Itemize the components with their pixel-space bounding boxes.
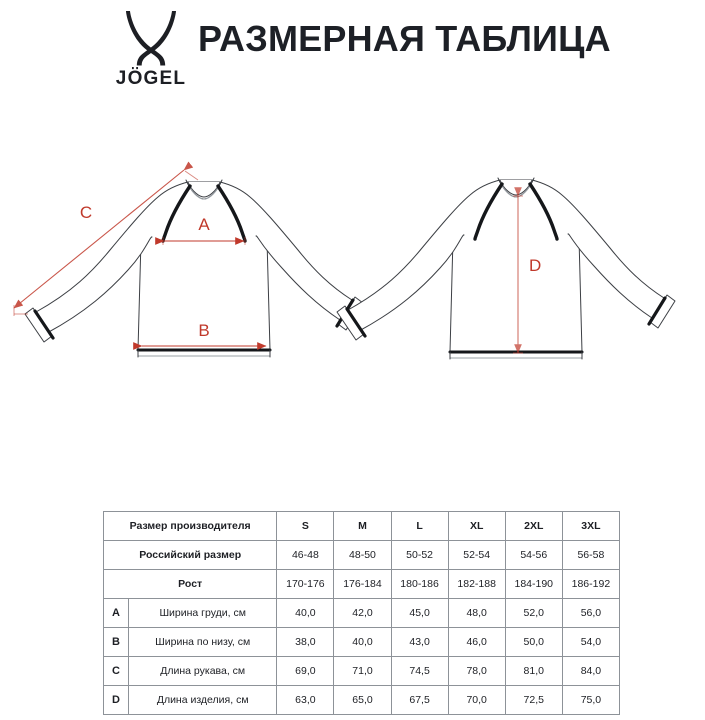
table-row-chest-width [104, 599, 620, 628]
size-table [103, 511, 620, 715]
bottom-width-2xl: 50,0 [505, 628, 562, 657]
row-label-sleeve-length: Длина рукава, см [129, 657, 277, 686]
row-label-garment-length: Длина изделия, см [129, 686, 277, 715]
height-s: 170-176 [277, 570, 334, 599]
chest-width-xl: 48,0 [448, 599, 505, 628]
row-letter-c: C [104, 657, 129, 686]
chest-width-s: 40,0 [277, 599, 334, 628]
row-letter-a: A [104, 599, 129, 628]
jogel-v-logo-icon [123, 9, 179, 69]
size-header-2xl: 2XL [505, 512, 562, 541]
measure-label-C: C [79, 203, 93, 222]
row-label-bottom-width: Ширина по низу, см [129, 628, 277, 657]
height-m: 176-184 [334, 570, 391, 599]
russian-size-m: 48-50 [334, 541, 391, 570]
row-label-chest-width: Ширина груди, см [129, 599, 277, 628]
brand-logo [113, 9, 189, 95]
chest-width-2xl: 52,0 [505, 599, 562, 628]
illustration-canvas [0, 140, 705, 405]
bottom-width-m: 40,0 [334, 628, 391, 657]
page-header [0, 0, 705, 110]
table-row-garment-length [104, 686, 620, 715]
size-header-l: L [391, 512, 448, 541]
height-2xl: 184-190 [505, 570, 562, 599]
garment-length-3xl: 75,0 [562, 686, 619, 715]
table-row-sleeve-length [104, 657, 620, 686]
sleeve-length-xl: 78,0 [448, 657, 505, 686]
bottom-width-l: 43,0 [391, 628, 448, 657]
bottom-width-3xl: 54,0 [562, 628, 619, 657]
size-table-container [103, 511, 620, 715]
header-height: Рост [104, 570, 277, 599]
garment-length-xl: 70,0 [448, 686, 505, 715]
measure-label-B: B [198, 321, 210, 340]
measure-label-D: D [529, 256, 542, 275]
size-header-3xl: 3XL [562, 512, 619, 541]
brand-wordmark: JÖGEL [115, 68, 187, 89]
garment-length-2xl: 72,5 [505, 686, 562, 715]
russian-size-l: 50-52 [391, 541, 448, 570]
table-row-bottom-width [104, 628, 620, 657]
chest-width-m: 42,0 [334, 599, 391, 628]
chest-width-3xl: 56,0 [562, 599, 619, 628]
garment-length-m: 65,0 [334, 686, 391, 715]
sleeve-length-s: 69,0 [277, 657, 334, 686]
table-row-manufacturer-size [104, 512, 620, 541]
russian-size-3xl: 56-58 [562, 541, 619, 570]
russian-size-xl: 52-54 [448, 541, 505, 570]
russian-size-2xl: 54-56 [505, 541, 562, 570]
height-3xl: 186-192 [562, 570, 619, 599]
russian-size-s: 46-48 [277, 541, 334, 570]
size-header-m: M [334, 512, 391, 541]
header-russian-size: Российский размер [104, 541, 277, 570]
header-manufacturer-size: Размер производителя [104, 512, 277, 541]
height-l: 180-186 [391, 570, 448, 599]
garment-length-s: 63,0 [277, 686, 334, 715]
row-letter-b: B [104, 628, 129, 657]
garment-illustrations [0, 140, 705, 405]
page-title: РАЗМЕРНАЯ ТАБЛИЦА [198, 18, 611, 59]
sleeve-length-2xl: 81,0 [505, 657, 562, 686]
bottom-width-xl: 46,0 [448, 628, 505, 657]
size-header-s: S [277, 512, 334, 541]
table-row-height [104, 570, 620, 599]
row-letter-d: D [104, 686, 129, 715]
measure-label-A: A [198, 215, 210, 234]
sleeve-length-m: 71,0 [334, 657, 391, 686]
front-view-longsleeve [25, 180, 363, 357]
size-header-xl: XL [448, 512, 505, 541]
back-view-longsleeve [337, 178, 675, 359]
chest-width-l: 45,0 [391, 599, 448, 628]
garment-length-l: 67,5 [391, 686, 448, 715]
sleeve-length-3xl: 84,0 [562, 657, 619, 686]
sleeve-length-l: 74,5 [391, 657, 448, 686]
bottom-width-s: 38,0 [277, 628, 334, 657]
table-row-russian-size [104, 541, 620, 570]
height-xl: 182-188 [448, 570, 505, 599]
